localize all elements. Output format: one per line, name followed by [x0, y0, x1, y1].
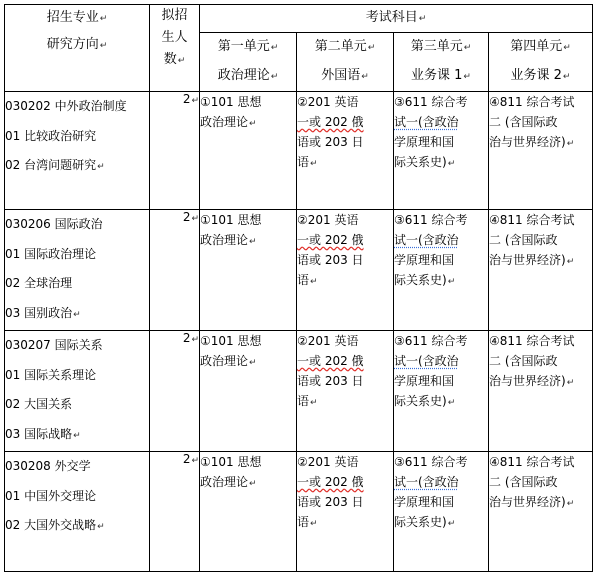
course2-text: 二 (含国际政 — [489, 354, 558, 368]
table-row — [5, 210, 593, 331]
quota-value: 2 — [182, 92, 191, 106]
paragraph-mark: ↵ — [177, 56, 186, 66]
quota-value: 2 — [182, 331, 191, 345]
header-unit2 — [297, 33, 394, 92]
header-quota-line2: 生人 — [161, 30, 188, 45]
course2-text: 治与世界经济) — [489, 253, 566, 267]
course1-line — [394, 351, 488, 371]
language-line — [297, 492, 393, 512]
major-name: 030207 国际关系 — [5, 338, 103, 352]
major-cell — [5, 452, 150, 572]
header-quota-line3: 数 — [163, 52, 177, 67]
admission-table — [4, 4, 593, 572]
politics-line — [200, 331, 296, 351]
course2-line — [489, 210, 592, 230]
course1-line — [394, 250, 488, 270]
major-line — [5, 331, 149, 361]
major-line — [5, 452, 149, 482]
language-line — [297, 230, 393, 250]
research-direction: 02 大国关系 — [5, 397, 73, 411]
course2-line — [489, 371, 592, 393]
research-direction: 03 国别政治 — [5, 305, 73, 320]
course1-cell — [394, 331, 489, 452]
course2-line — [489, 230, 592, 250]
unit3-title: 第三单元 — [410, 39, 463, 54]
course1-text: 试一(含政治 — [394, 354, 459, 368]
politics-text: ①101 思想 — [200, 455, 262, 469]
course1-text: 际关系史) — [394, 515, 447, 529]
course1-line — [394, 452, 488, 472]
paragraph-mark: ↵ — [367, 43, 376, 53]
politics-text: ①101 思想 — [200, 213, 262, 227]
course2-text: ④811 综合考试 — [489, 213, 575, 227]
course2-line — [489, 492, 592, 514]
major-name: 030208 外交学 — [5, 459, 91, 473]
course1-line — [394, 492, 488, 512]
course2-line — [489, 132, 592, 154]
direction-line — [5, 482, 149, 512]
course1-text: ③611 综合考 — [394, 95, 468, 109]
course2-line — [489, 452, 592, 472]
course1-text: 学原理和国 — [394, 495, 455, 509]
politics-line — [200, 92, 296, 112]
paragraph-mark: ↵ — [97, 162, 105, 172]
politics-line — [200, 472, 296, 494]
direction-line — [5, 390, 149, 420]
research-direction: 03 国际战略 — [5, 426, 73, 441]
politics-text: ①101 思想 — [200, 95, 262, 109]
paragraph-mark: ↵ — [99, 41, 108, 51]
course2-cell — [489, 92, 593, 210]
paragraph-mark: ↵ — [191, 335, 199, 345]
paragraph-mark: ↵ — [249, 237, 257, 247]
language-cell — [297, 452, 394, 572]
course2-line — [489, 472, 592, 492]
course2-cell — [489, 331, 593, 452]
course1-text: ③611 综合考 — [394, 213, 468, 227]
course1-text: 际关系史) — [394, 155, 447, 169]
header-exam-subjects — [200, 5, 593, 33]
quota-cell — [150, 452, 200, 572]
header-exam-subjects-text: 考试科目 — [365, 10, 418, 25]
header-unit3 — [394, 33, 489, 92]
paragraph-mark: ↵ — [249, 358, 257, 368]
course1-line — [394, 112, 488, 132]
research-direction: 01 国际政治理论 — [5, 246, 97, 261]
paragraph-mark: ↵ — [310, 519, 318, 529]
quota-cell — [150, 92, 200, 210]
course2-text: 治与世界经济) — [489, 495, 566, 509]
paragraph-mark: ↵ — [566, 378, 575, 388]
paragraph-mark: ↵ — [566, 499, 575, 509]
header-major-cell — [5, 5, 150, 92]
language-text: 语或 203 日 — [297, 253, 364, 267]
politics-line — [200, 351, 296, 373]
language-text: 语或 203 日 — [297, 495, 364, 509]
direction-line — [5, 122, 149, 152]
paragraph-mark: ↵ — [249, 119, 257, 129]
course2-text: 二 (含国际政 — [489, 475, 558, 489]
paragraph-mark: ↵ — [97, 522, 105, 532]
course2-line — [489, 331, 592, 351]
quota-cell — [150, 331, 200, 452]
language-text: ②201 英语 — [297, 455, 359, 469]
course1-line — [394, 371, 488, 391]
quota-cell — [150, 210, 200, 331]
course1-text: 试一(含政治 — [394, 475, 459, 489]
course1-text: 学原理和国 — [394, 253, 455, 267]
table-row — [5, 452, 593, 572]
politics-text: 政治理论 — [200, 354, 249, 368]
table-row — [5, 331, 593, 452]
language-text: 语 — [297, 515, 310, 529]
paragraph-mark: ↵ — [463, 43, 472, 53]
course1-line — [394, 132, 488, 152]
paragraph-mark: ↵ — [73, 309, 81, 320]
course2-text: ④811 综合考试 — [489, 334, 575, 348]
table-row — [5, 92, 593, 210]
direction-line — [5, 361, 149, 391]
politics-text: ①101 思想 — [200, 334, 262, 348]
course1-text: 学原理和国 — [394, 135, 455, 149]
paragraph-mark: ↵ — [191, 456, 199, 466]
unit4-title: 第四单元 — [510, 39, 563, 54]
politics-text: 政治理论 — [200, 233, 249, 247]
major-name: 030206 国际政治 — [5, 217, 103, 231]
course1-cell — [394, 210, 489, 331]
course1-line — [394, 230, 488, 250]
language-text: 一或 202 俄 — [297, 233, 364, 247]
language-line — [297, 371, 393, 391]
direction-line — [5, 269, 149, 299]
language-line — [297, 452, 393, 472]
direction-line — [5, 420, 149, 452]
header-unit4 — [489, 33, 593, 92]
language-line — [297, 112, 393, 132]
language-text: ②201 英语 — [297, 95, 359, 109]
direction-line — [5, 240, 149, 270]
major-name: 030202 中外政治制度 — [5, 99, 127, 113]
course1-text: 学原理和国 — [394, 374, 455, 388]
research-direction: 02 全球治理 — [5, 276, 73, 290]
course1-text: ③611 综合考 — [394, 455, 468, 469]
paragraph-mark: ↵ — [418, 14, 427, 24]
course1-text: 际关系史) — [394, 394, 447, 408]
language-line — [297, 152, 393, 174]
language-line — [297, 270, 393, 292]
language-line — [297, 512, 393, 534]
major-line — [5, 210, 149, 240]
language-text: 语或 203 日 — [297, 374, 364, 388]
politics-line — [200, 452, 296, 472]
course2-text: 二 (含国际政 — [489, 233, 558, 247]
language-line — [297, 132, 393, 152]
course2-text: 二 (含国际政 — [489, 115, 558, 129]
paragraph-mark: ↵ — [447, 519, 456, 529]
header-major-line1: 招生专业 — [46, 10, 99, 25]
course1-line — [394, 270, 488, 292]
direction-line — [5, 299, 149, 331]
course2-text: ④811 综合考试 — [489, 455, 575, 469]
politics-cell — [200, 92, 297, 210]
paragraph-mark: ↵ — [361, 72, 369, 82]
language-text: 语或 203 日 — [297, 135, 364, 149]
politics-line — [200, 210, 296, 230]
header-unit1 — [200, 33, 297, 92]
politics-cell — [200, 452, 297, 572]
course2-text: ④811 综合考试 — [489, 95, 575, 109]
language-line — [297, 391, 393, 413]
politics-cell — [200, 331, 297, 452]
course1-line — [394, 391, 488, 413]
header-quota-line1: 拟招 — [161, 8, 188, 23]
direction-line — [5, 151, 149, 183]
quota-value: 2 — [182, 452, 191, 466]
research-direction: 02 台湾问题研究 — [5, 158, 97, 172]
paragraph-mark: ↵ — [447, 277, 456, 287]
major-cell — [5, 92, 150, 210]
course1-line — [394, 472, 488, 492]
paragraph-mark: ↵ — [270, 72, 279, 82]
course2-cell — [489, 210, 593, 331]
paragraph-mark: ↵ — [99, 14, 108, 24]
paragraph-mark: ↵ — [563, 43, 571, 53]
course2-line — [489, 250, 592, 272]
politics-line — [200, 112, 296, 134]
paragraph-mark: ↵ — [249, 479, 257, 489]
research-direction: 01 比较政治研究 — [5, 128, 97, 143]
unit2-name: 外国语 — [321, 68, 361, 83]
research-direction: 02 大国外交战略 — [5, 518, 97, 532]
paragraph-mark: ↵ — [191, 214, 199, 224]
politics-line — [200, 230, 296, 252]
course2-text: 治与世界经济) — [489, 135, 566, 149]
unit3-name: 业务课 1 — [411, 68, 463, 83]
research-direction: 01 国际关系理论 — [5, 367, 97, 382]
politics-cell — [200, 210, 297, 331]
paragraph-mark: ↵ — [73, 430, 81, 441]
header-major-line2: 研究方向 — [46, 37, 99, 52]
course1-line — [394, 92, 488, 112]
language-line — [297, 472, 393, 492]
course1-text: ③611 综合考 — [394, 334, 468, 348]
unit4-name: 业务课 2 — [510, 68, 562, 83]
direction-line — [5, 511, 149, 543]
course1-text: 试一(含政治 — [394, 233, 459, 247]
language-line — [297, 92, 393, 112]
course1-text: 试一(含政治 — [394, 115, 459, 129]
language-line — [297, 351, 393, 371]
language-cell — [297, 210, 394, 331]
language-line — [297, 210, 393, 230]
paragraph-mark: ↵ — [463, 72, 471, 82]
paragraph-mark: ↵ — [447, 398, 456, 408]
unit1-name: 政治理论 — [217, 68, 270, 83]
language-text: ②201 英语 — [297, 213, 359, 227]
paragraph-mark: ↵ — [310, 398, 318, 408]
language-cell — [297, 92, 394, 210]
course1-text: 际关系史) — [394, 273, 447, 287]
language-text: 语 — [297, 273, 310, 287]
quota-value: 2 — [182, 210, 191, 224]
major-cell — [5, 210, 150, 331]
course1-cell — [394, 92, 489, 210]
language-line — [297, 250, 393, 270]
language-text: 一或 202 俄 — [297, 475, 364, 489]
language-text: 一或 202 俄 — [297, 115, 364, 129]
course2-line — [489, 92, 592, 112]
course1-cell — [394, 452, 489, 572]
course2-cell — [489, 452, 593, 572]
major-line — [5, 92, 149, 122]
major-cell — [5, 331, 150, 452]
paragraph-mark: ↵ — [562, 72, 571, 82]
language-text: 语 — [297, 394, 310, 408]
paragraph-mark: ↵ — [566, 139, 575, 149]
paragraph-mark: ↵ — [191, 96, 199, 106]
paragraph-mark: ↵ — [566, 257, 575, 267]
paragraph-mark: ↵ — [310, 277, 318, 287]
course2-line — [489, 351, 592, 371]
unit1-title: 第一单元 — [217, 39, 270, 54]
course1-line — [394, 152, 488, 174]
unit2-title: 第二单元 — [314, 39, 367, 54]
language-text: 一或 202 俄 — [297, 354, 364, 368]
header-quota-cell — [150, 5, 200, 92]
course2-text: 治与世界经济) — [489, 374, 566, 388]
paragraph-mark: ↵ — [447, 159, 456, 169]
paragraph-mark: ↵ — [270, 43, 279, 53]
course1-line — [394, 210, 488, 230]
research-direction: 01 中国外交理论 — [5, 488, 97, 503]
politics-text: 政治理论 — [200, 475, 249, 489]
language-line — [297, 331, 393, 351]
course2-line — [489, 112, 592, 132]
course1-line — [394, 331, 488, 351]
course1-line — [394, 512, 488, 534]
language-text: ②201 英语 — [297, 334, 359, 348]
paragraph-mark: ↵ — [310, 159, 318, 169]
language-cell — [297, 331, 394, 452]
politics-text: 政治理论 — [200, 115, 249, 129]
language-text: 语 — [297, 155, 310, 169]
